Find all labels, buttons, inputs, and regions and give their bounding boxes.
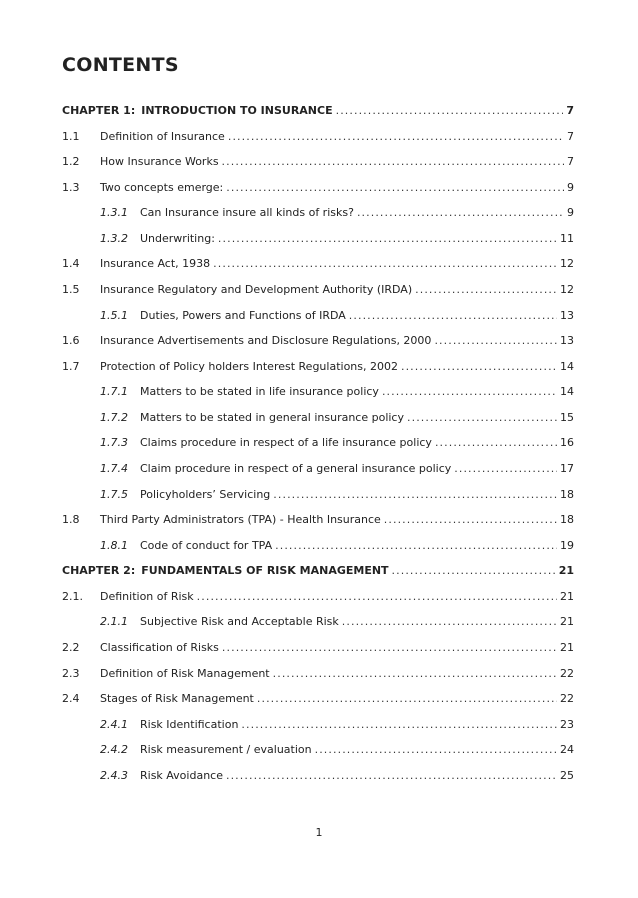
toc-entry-number: 2.4 [62, 692, 80, 706]
toc-entry-page-number: 21 [560, 615, 574, 629]
toc-entry-page-number: 7 [567, 155, 574, 169]
toc-entry-title: Matters to be stated in life insurance policy [140, 385, 379, 399]
dot-leader [213, 255, 557, 273]
toc-entry-page-number: 7 [566, 104, 574, 117]
toc-entry-page-number: 12 [560, 283, 574, 296]
toc-section-entry[interactable] [62, 179, 574, 197]
dot-leader [434, 332, 557, 350]
toc-entry-title: Code of conduct for TPA [140, 538, 273, 552]
dot-leader [241, 716, 557, 734]
toc-subsection-entry[interactable] [100, 204, 574, 222]
dot-leader [257, 690, 557, 708]
toc-entry-number: 1.3.1 [100, 206, 128, 220]
toc-entry-title: Insurance Advertisements and Disclosure Regulations, 2000 [100, 334, 432, 348]
toc-entry-number: 2.1. [62, 589, 83, 603]
toc-entry-number: 1.3 [62, 180, 80, 194]
toc-subsection-entry[interactable] [100, 537, 574, 555]
toc-entry-title: Definition of Insurance [100, 129, 225, 143]
toc-section-entry[interactable] [62, 690, 574, 708]
toc-entry-title: Classification of Risks [100, 641, 219, 654]
toc-entry-title: Insurance Regulatory and Development Authority (IRDA) [100, 283, 413, 296]
toc-entry-number: 1.5.1 [100, 308, 128, 322]
toc-section-entry[interactable] [62, 153, 574, 171]
dot-leader [222, 639, 557, 657]
toc-entry-number: 1.3.2 [100, 231, 128, 245]
toc-entry-number: 1.7.1 [100, 385, 128, 399]
toc-entry-page-number: 11 [560, 231, 574, 245]
toc-entry-title: Third Party Administrators (TPA) - Health Insurance [100, 513, 381, 527]
toc-entry-title: Risk measurement / evaluation [140, 743, 312, 757]
toc-subsection-entry[interactable] [100, 307, 574, 325]
toc-entry-number: 2.2 [62, 641, 80, 654]
toc-entry-number: 2.4.1 [100, 717, 128, 731]
dot-leader [384, 511, 557, 529]
dot-leader [197, 588, 557, 606]
dot-leader [226, 179, 564, 197]
toc-entry-title: Stages of Risk Management [100, 692, 254, 706]
toc-subsection-entry[interactable] [100, 741, 574, 759]
dot-leader [336, 102, 564, 120]
dot-leader [315, 741, 557, 759]
toc-entry-number: CHAPTER 1: [62, 104, 136, 117]
toc-entry-title: Risk Identification [140, 717, 239, 731]
toc-subsection-entry[interactable] [100, 383, 574, 401]
toc-entry-page-number: 24 [560, 743, 574, 757]
toc-entry-number: 1.7.3 [100, 436, 128, 450]
toc-entry-title: How Insurance Works [100, 155, 219, 169]
toc-section-entry[interactable] [62, 128, 574, 146]
toc-entry-page-number: 17 [560, 462, 574, 475]
toc-subsection-entry[interactable] [100, 613, 574, 631]
dot-leader [218, 230, 557, 248]
toc-entry-number: 1.7.4 [100, 462, 128, 475]
toc-subsection-entry[interactable] [100, 486, 574, 504]
toc-entry-page-number: 14 [560, 385, 574, 399]
toc-entry-page-number: 22 [560, 692, 574, 706]
toc-entry-number: CHAPTER 2: [62, 564, 136, 578]
toc-section-entry[interactable] [62, 332, 574, 350]
toc-section-entry[interactable] [62, 358, 574, 376]
dot-leader [226, 767, 557, 785]
toc-entry-number: 2.3 [62, 666, 80, 680]
toc-section-entry[interactable] [62, 665, 574, 683]
toc-entry-number: 1.2 [62, 155, 80, 169]
toc-entry-number: 1.6 [62, 334, 80, 348]
dot-leader [275, 537, 557, 555]
toc-entry-page-number: 16 [560, 436, 574, 450]
toc-entry-page-number: 13 [560, 308, 574, 322]
toc-entry-title: Insurance Act, 1938 [100, 257, 211, 271]
toc-entry-number: 1.5 [62, 283, 80, 296]
toc-entry-title: Policyholders’ Servicing [140, 487, 271, 501]
dot-leader [435, 434, 557, 452]
toc-entry-title: Definition of Risk Management [100, 666, 270, 680]
dot-leader [222, 153, 564, 171]
toc-entry-page-number: 18 [560, 487, 574, 501]
page-number: 1 [315, 826, 323, 839]
toc-entry-page-number: 21 [558, 564, 574, 578]
toc-entry-page-number: 15 [560, 410, 574, 424]
toc-section-entry[interactable] [62, 255, 574, 273]
dot-leader [273, 486, 557, 504]
toc-section-entry[interactable] [62, 639, 574, 657]
toc-entry-page-number: 21 [560, 641, 574, 654]
toc-chapter-entry[interactable] [62, 102, 574, 120]
toc-entry-number: 2.1.1 [100, 615, 128, 629]
dot-leader [349, 307, 557, 325]
dot-leader [357, 204, 564, 222]
dot-leader [415, 281, 557, 299]
toc-entry-page-number: 18 [560, 513, 574, 527]
dot-leader [401, 358, 557, 376]
toc-entry-title: FUNDAMENTALS OF RISK MANAGEMENT [141, 564, 389, 578]
toc-subsection-entry[interactable] [100, 716, 574, 734]
toc-entry-title: Underwriting: [140, 231, 215, 245]
toc-entry-page-number: 14 [560, 359, 574, 373]
toc-entry-title: Protection of Policy holders Interest Regulations, 2002 [100, 359, 398, 373]
toc-entry-page-number: 13 [560, 334, 574, 348]
toc-entry-title: Risk Avoidance [140, 768, 223, 782]
toc-entry-page-number: 7 [567, 129, 574, 143]
toc-section-entry[interactable] [62, 588, 574, 606]
toc-entry-page-number: 22 [560, 666, 574, 680]
toc-entry-page-number: 12 [560, 257, 574, 271]
dot-leader [273, 665, 557, 683]
toc-entry-number: 1.7.2 [100, 410, 128, 424]
dot-leader [342, 613, 557, 631]
dot-leader [407, 409, 557, 427]
toc-entry-title: Claim procedure in respect of a general insurance policy [140, 462, 452, 475]
toc-entry-title: Claims procedure in respect of a life insurance policy [140, 436, 432, 450]
toc-entry-title: INTRODUCTION TO INSURANCE [141, 104, 333, 117]
toc-entry-page-number: 19 [560, 538, 574, 552]
toc-section-entry[interactable] [62, 511, 574, 529]
toc-entry-title: Matters to be stated in general insurance policy [140, 410, 404, 424]
toc-subsection-entry[interactable] [100, 460, 574, 478]
contents-heading: CONTENTS [62, 54, 179, 76]
toc-entry-page-number: 9 [567, 180, 574, 194]
toc-entry-number: 1.7.5 [100, 487, 128, 501]
dot-leader [228, 128, 564, 146]
toc-subsection-entry[interactable] [100, 230, 574, 248]
dot-leader [382, 383, 557, 401]
toc-entry-number: 1.1 [62, 129, 80, 143]
toc-entry-page-number: 9 [567, 206, 574, 220]
toc-subsection-entry[interactable] [100, 409, 574, 427]
toc-entry-page-number: 21 [560, 589, 574, 603]
toc-subsection-entry[interactable] [100, 434, 574, 452]
toc-entry-title: Subjective Risk and Acceptable Risk [140, 615, 339, 629]
toc-entry-title: Duties, Powers and Functions of IRDA [140, 308, 346, 322]
toc-entry-number: 1.8.1 [100, 538, 128, 552]
toc-entry-number: 1.7 [62, 359, 80, 373]
dot-leader [454, 460, 557, 478]
toc-entry-number: 2.4.2 [100, 743, 128, 757]
dot-leader [392, 562, 556, 580]
toc-entry-title: Two concepts emerge: [100, 180, 224, 194]
toc-section-entry[interactable] [62, 281, 574, 299]
toc-entry-number: 2.4.3 [100, 768, 128, 782]
toc-entry-page-number: 25 [560, 768, 574, 782]
toc-chapter-entry[interactable] [62, 562, 574, 580]
toc-subsection-entry[interactable] [100, 767, 574, 785]
toc-entry-number: 1.8 [62, 513, 80, 527]
toc-entry-title: Definition of Risk [100, 589, 194, 603]
toc-entry-title: Can Insurance insure all kinds of risks? [140, 206, 354, 220]
toc-entry-number: 1.4 [62, 257, 80, 271]
toc-entry-page-number: 23 [560, 717, 574, 731]
